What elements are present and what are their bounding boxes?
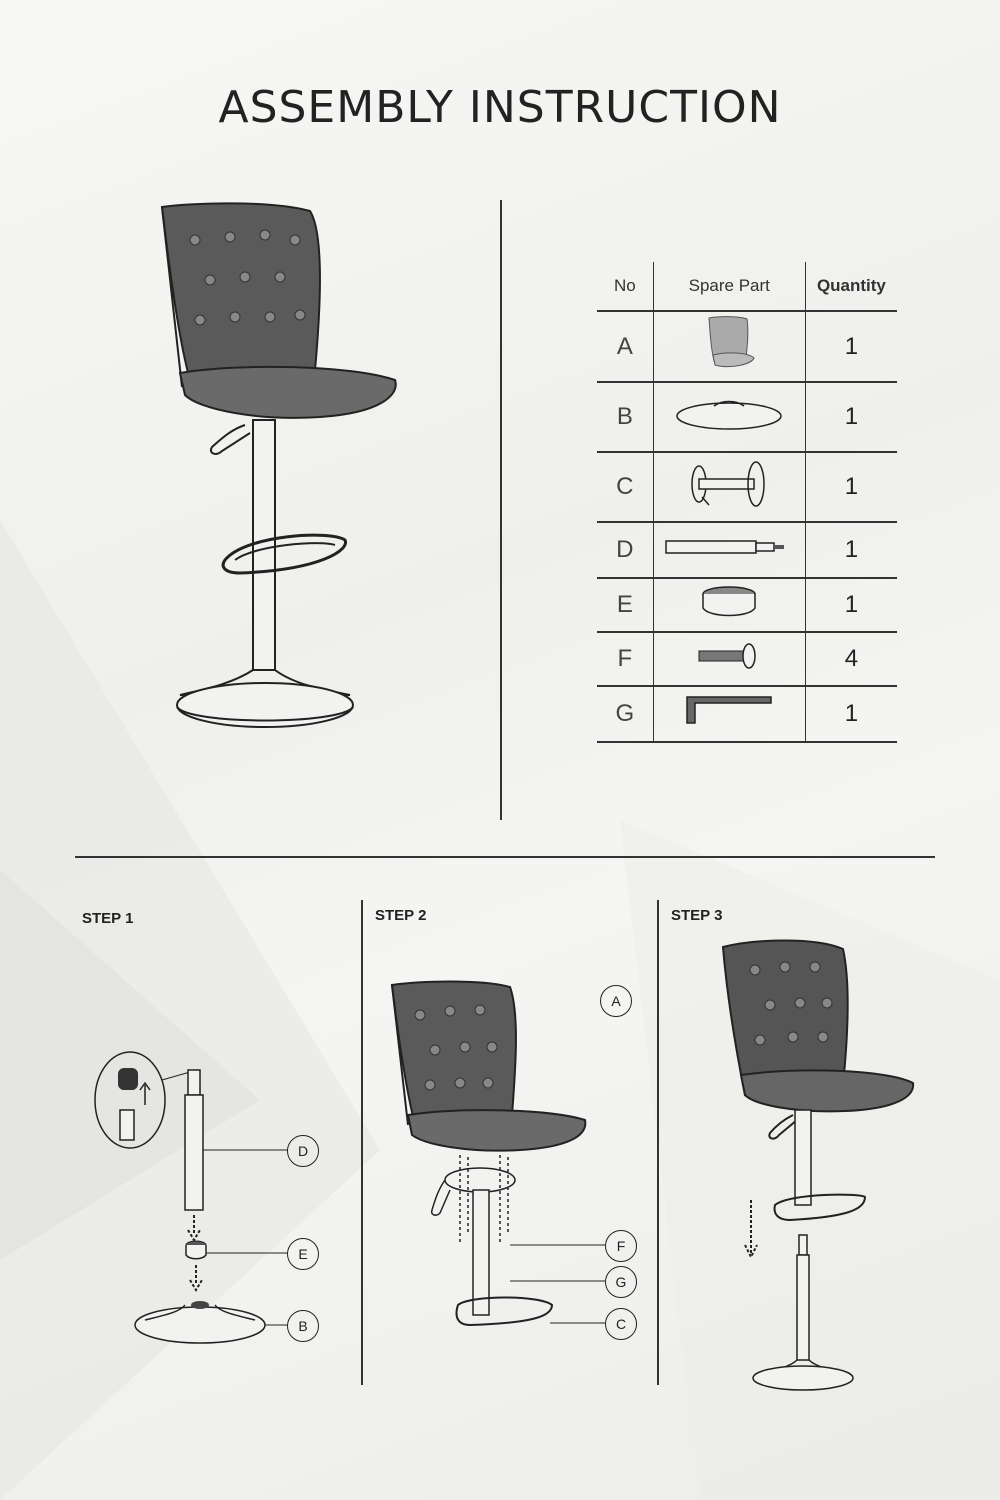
part-image-cell [653,452,805,522]
table-row [597,522,897,578]
page-title: ASSEMBLY INSTRUCTION [218,82,782,133]
part-quantity: 1 [805,686,897,742]
callout-a: A [600,985,632,1017]
bar-stool-illustration [150,195,410,740]
section-divider [75,856,935,858]
round-base-icon [674,394,784,434]
step-1-label: STEP 1 [82,910,134,927]
column-header-no: No [597,262,653,311]
part-no: B [597,382,653,452]
step-divider-1 [361,900,363,1385]
step-divider-2 [657,900,659,1385]
lift-with-footrest-icon [684,459,774,509]
callout-c: C [605,1308,637,1340]
part-image-cell [653,686,805,742]
part-image-cell [653,578,805,632]
column-header-quantity: Quantity [805,262,897,311]
base-cup-icon [694,584,764,620]
part-no: G [597,686,653,742]
callout-f: F [605,1230,637,1262]
table-header-row [597,262,897,311]
step-2-label: STEP 2 [375,907,427,924]
part-quantity: 4 [805,632,897,686]
table-row [597,452,897,522]
part-image-cell [653,522,805,578]
parts-table [597,262,897,743]
part-no: D [597,522,653,578]
table-row [597,632,897,686]
part-quantity: 1 [805,522,897,578]
part-no: E [597,578,653,632]
part-image-cell [653,382,805,452]
gas-cylinder-icon [664,537,794,557]
part-no: F [597,632,653,686]
table-row [597,578,897,632]
part-quantity: 1 [805,578,897,632]
part-quantity: 1 [805,452,897,522]
table-row [597,686,897,742]
step-3-label: STEP 3 [671,907,723,924]
column-header-spare-part: Spare Part [653,262,805,311]
callout-b: B [287,1310,319,1342]
callout-e: E [287,1238,319,1270]
callout-g: G [605,1266,637,1298]
seat-back-icon [699,313,759,373]
callout-d: D [287,1135,319,1167]
part-no: C [597,452,653,522]
table-row [597,382,897,452]
step-3-illustration [715,935,935,1395]
bolt-icon [694,641,764,671]
part-quantity: 1 [805,382,897,452]
part-image-cell [653,311,805,382]
top-vertical-divider [500,200,502,820]
allen-key-icon [679,691,779,731]
part-no: A [597,311,653,382]
step-2-illustration [380,975,620,1355]
part-image-cell [653,632,805,686]
part-quantity: 1 [805,311,897,382]
table-row [597,311,897,382]
